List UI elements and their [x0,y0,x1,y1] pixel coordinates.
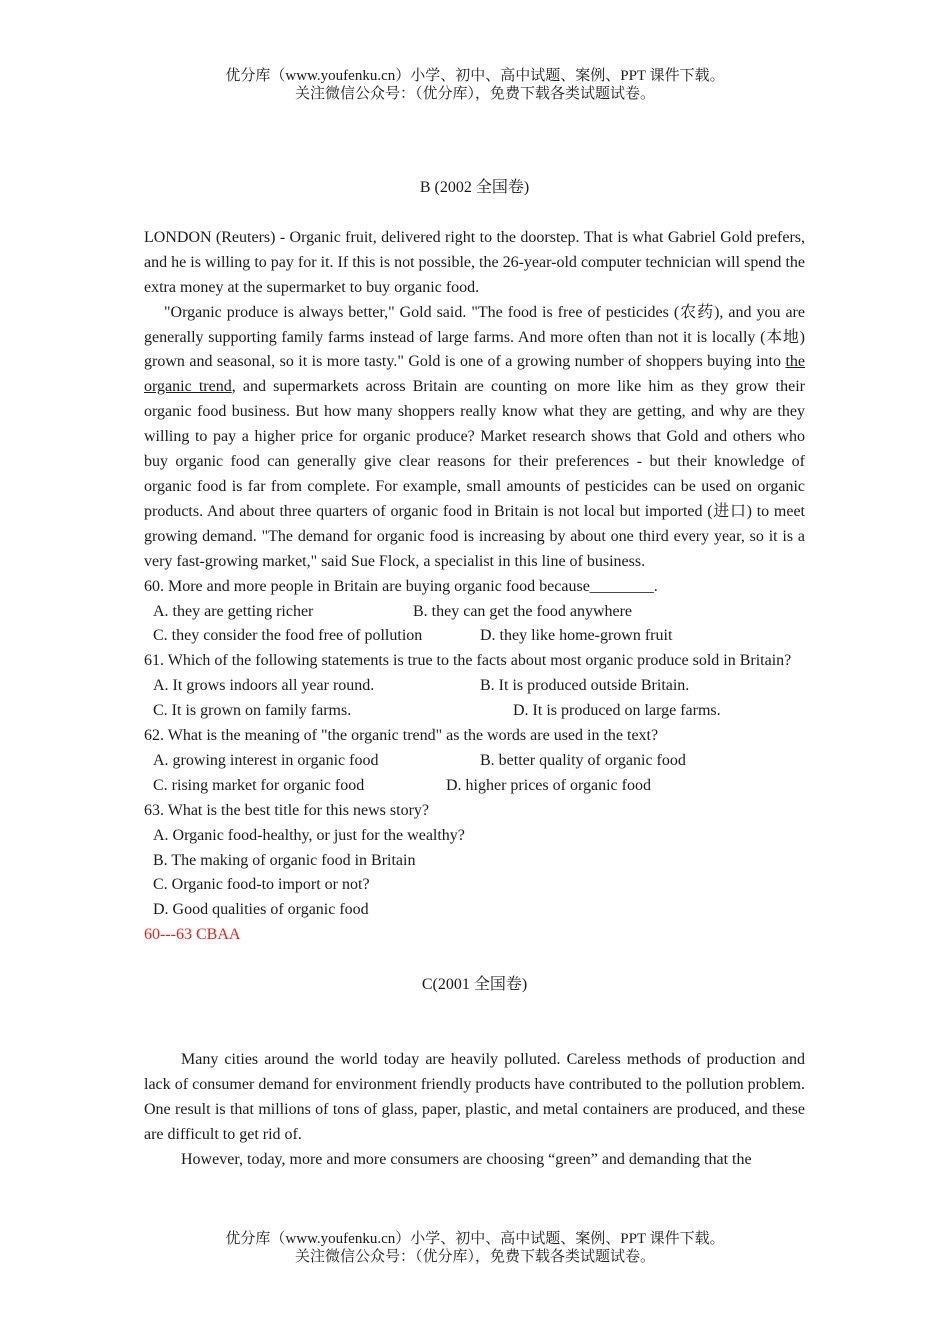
question-62-options-row-2 [144,774,805,799]
organic-trend-underline: the organic trend [144,353,805,396]
header-line-2: 关注微信公众号：（优分库），免费下载各类试题试卷。 [294,86,655,102]
option-c: C. It is grown on family farms. [153,702,352,720]
option-b: B. It is produced outside Britain. [480,677,690,695]
option-d: D. they like home-grown fruit [480,627,673,645]
document-body [144,176,805,1173]
section-c-paragraph-2: However, today, more and more consumers are choosing “green” and demanding that the [181,1150,752,1168]
option-d: D. Good qualities of organic food [153,901,369,919]
question-60-options-row-2 [144,624,805,649]
answer-key: 60---63 CBAA [144,926,241,944]
question-60: 60. More and more people in Britain are buying organic food because________. [144,577,658,595]
option-b: B. better quality of organic food [480,751,686,769]
header-line-1: 优分库（www.youfenku.cn）小学、初中、高中试题、案例、PPT 课件下载。 [225,68,725,84]
para2-text-a: "Organic produce is always better," Gold said. "The food is free of pesticides (农药), and you are generally supporting family farms instead of large farms. And more often than not it is locally (本地) grown and seasonal, so it is more tasty." Gold is one of a growing number of shoppers buying into [144,303,805,371]
option-c: C. they consider the food free of pollution [153,627,423,645]
question-61: 61. Which of the following statements is true to the facts about most organic produce sold in Britain? [144,652,792,670]
section-c-paragraph-1: Many cities around the world today are heavily polluted. Careless methods of production and lack of consumer demand for environment friendly products have contributed to the pollution problem. One result is that millions of tons of glass, paper, plastic, and metal containers are produced, and these are difficult to get rid of. [144,1051,805,1143]
option-c: C. rising market for organic food [153,776,365,794]
page-header [0,67,950,103]
footer-line-2: 关注微信公众号：（优分库），免费下载各类试题试卷。 [294,1249,655,1265]
option-a: A. Organic food-healthy, or just for the wealthy? [153,826,465,844]
page-footer [0,1230,950,1266]
question-61-options-row-1 [144,674,805,699]
question-60-options-row-1 [144,600,805,625]
section-b-paragraph-2 [144,301,805,575]
option-a: A. they are getting richer [153,602,314,620]
section-c-title: C(2001 全国卷) [421,976,528,994]
option-d: D. It is produced on large farms. [513,702,721,720]
footer-line-1: 优分库（www.youfenku.cn）小学、初中、高中试题、案例、PPT 课件下载。 [225,1231,725,1247]
question-62-options-row-1 [144,749,805,774]
section-b-title: B (2002 全国卷) [419,179,530,196]
option-b: B. The making of organic food in Britain [153,851,416,869]
option-b: B. they can get the food anywhere [413,602,633,620]
para2-text-b: , and supermarkets across Britain are counting on more like him as they grow their organic food business. But how many shoppers really know what they are getting, and why are they willing to pay a higher price for organic produce? Market research shows that Gold and others who buy organic food can generally give clear reasons for their preferences - but their knowledge of organic food is far from complete. For example, small amounts of pesticides can be used on organic products. And about three quarters of organic food in Britain is not local but imported (进口) to meet growing demand. "The demand for organic food is increasing by about one third every year, so it is a very fast-growing market," said Sue Flock, a specialist in this line of business. [144,378,806,570]
option-d: D. higher prices of organic food [446,776,651,794]
option-c: C. Organic food-to import or not? [153,876,370,894]
option-a: A. growing interest in organic food [153,751,379,769]
question-62: 62. What is the meaning of "the organic trend" as the words are used in the text? [144,727,659,745]
option-a: A. It grows indoors all year round. [153,677,375,695]
section-b-paragraph-1: LONDON (Reuters) - Organic fruit, delivered right to the doorstep. That is what Gabriel Gold prefers, and he is willing to pay for it. If this is not possible, the 26-year-old computer technician will spend the extra money at the supermarket to buy organic food. [144,228,805,296]
question-61-options-row-2 [144,699,805,724]
question-63: 63. What is the best title for this news story? [144,801,429,819]
